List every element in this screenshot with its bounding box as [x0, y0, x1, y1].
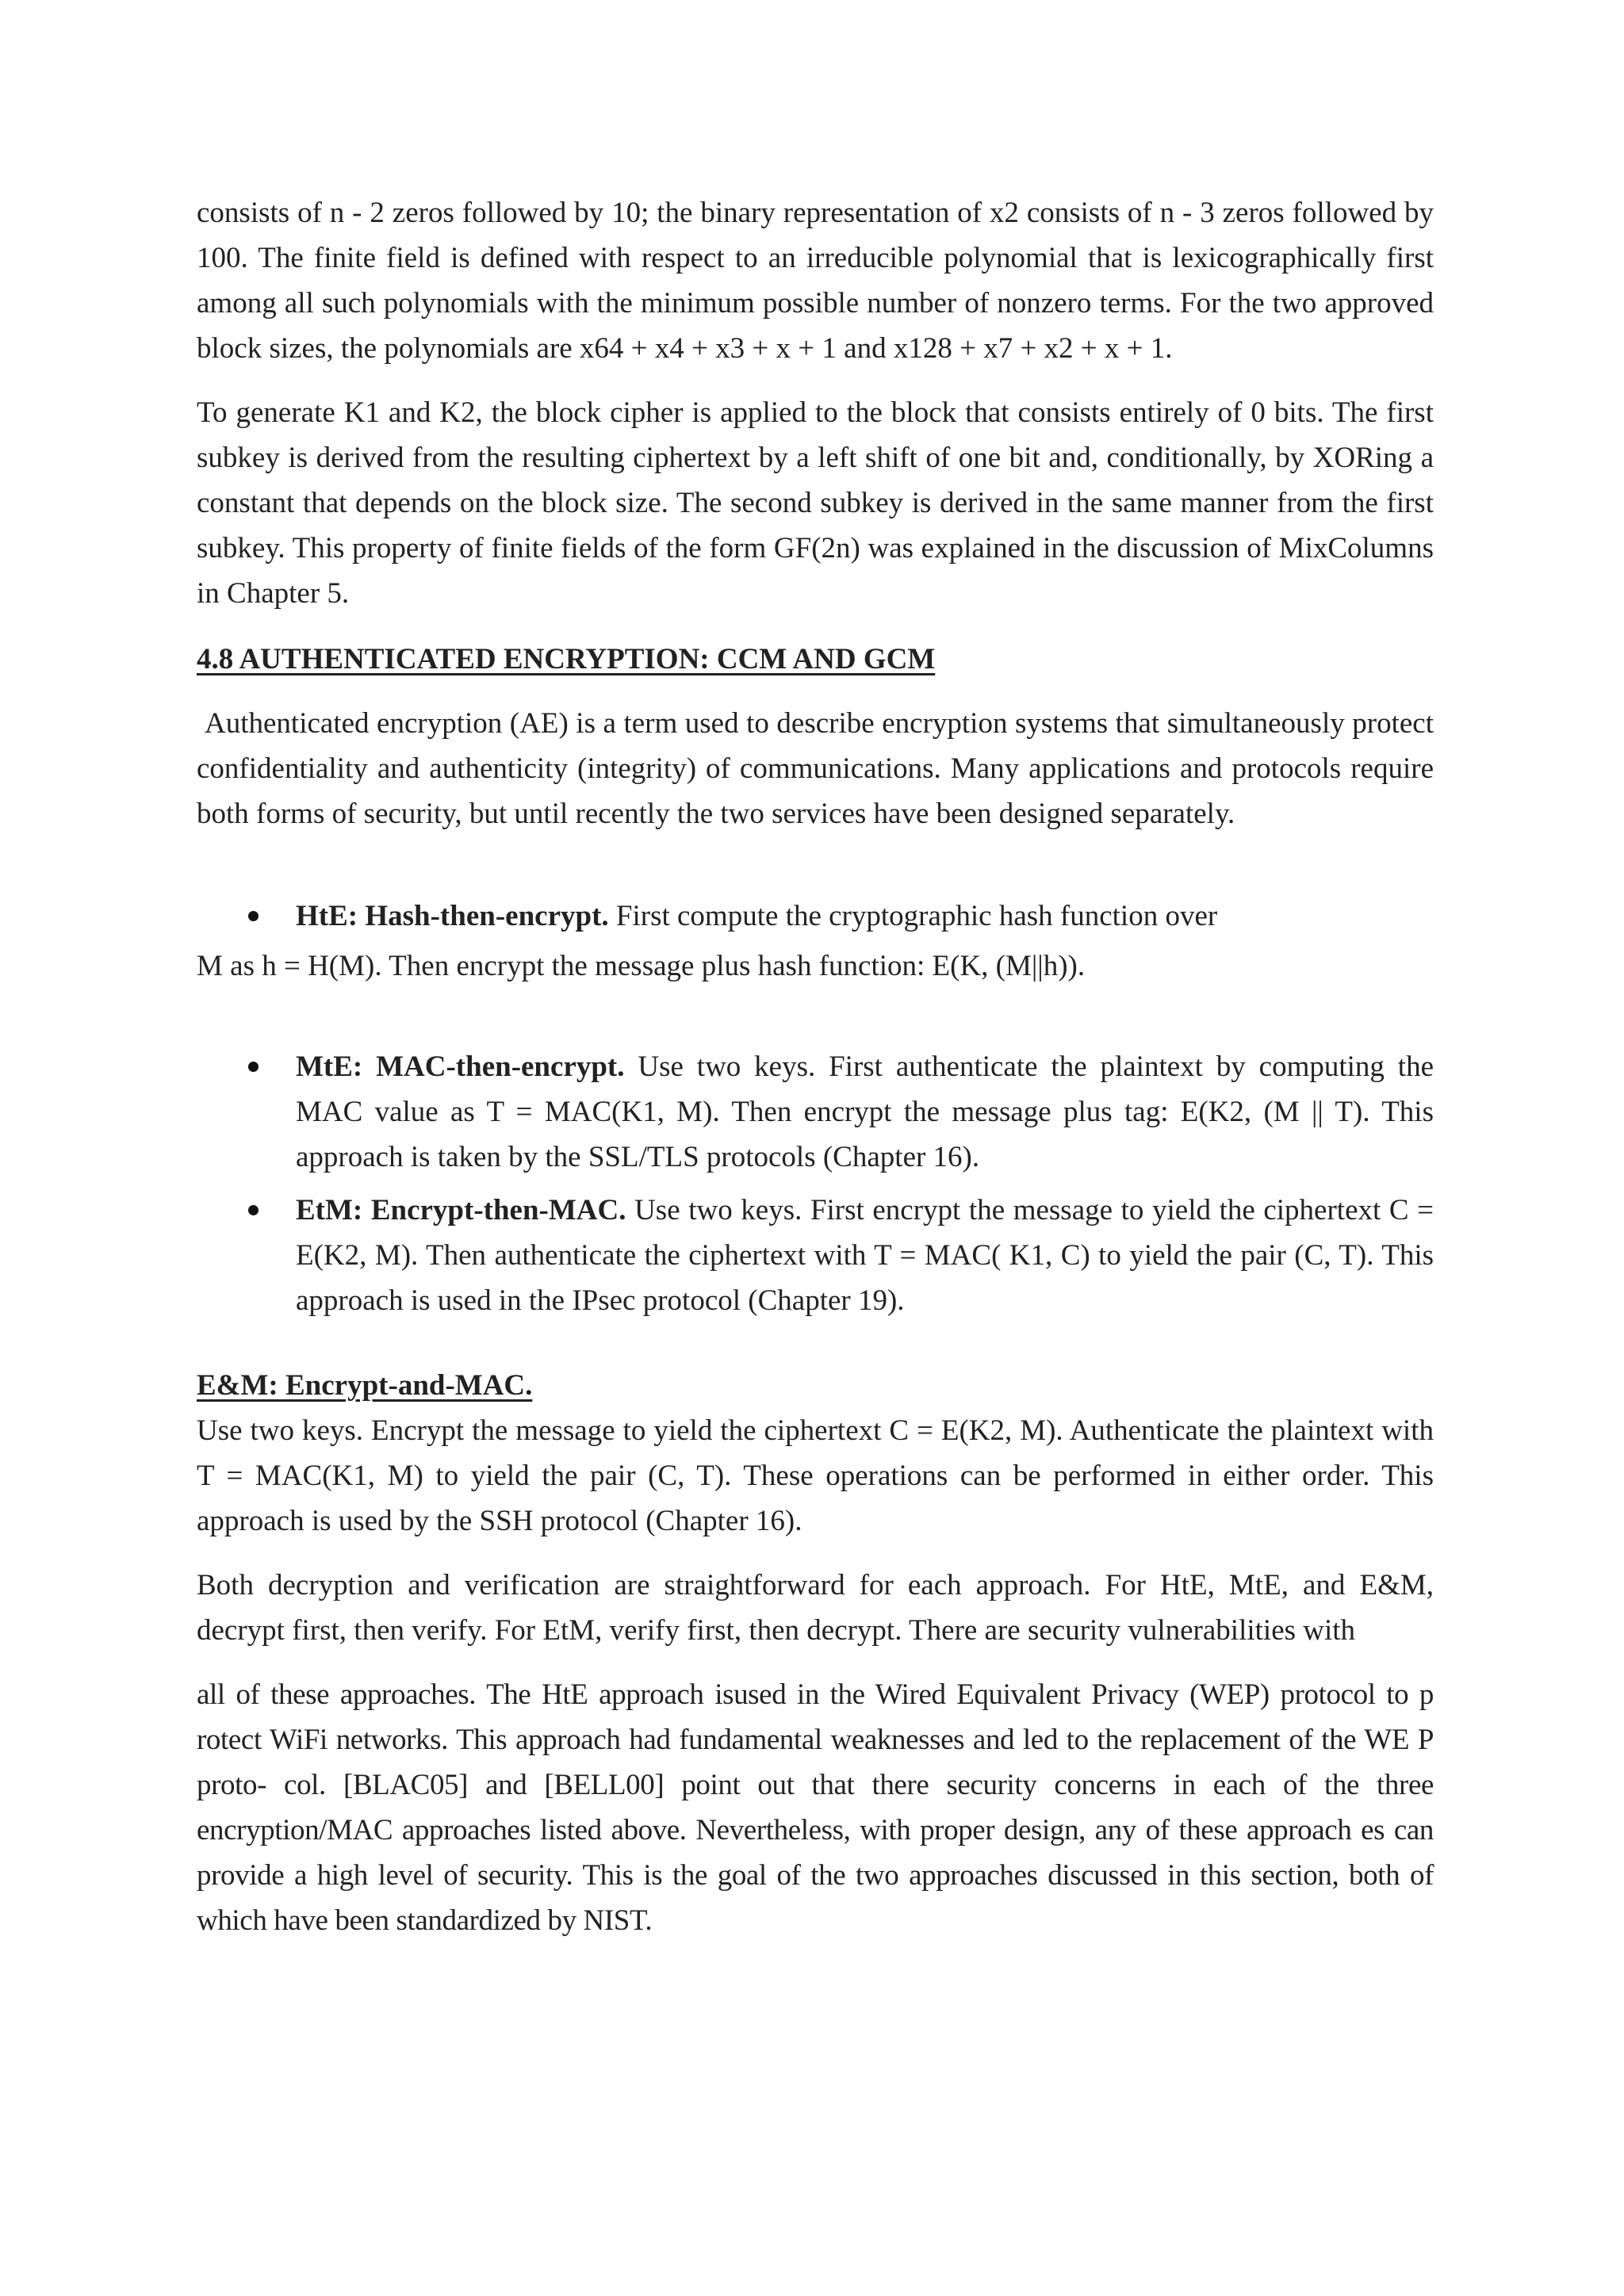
- bullet-hte: [197, 894, 1434, 989]
- bullet-text: Use two keys. First encrypt the message to yield the ciphertext C = E(K2, M). Then authenticate the ciphertext with T = MAC( K1, C) to yield the pair (C, T). This approach is used in the IPsec protocol (Chapter 19).: [296, 1194, 1434, 1317]
- bullet-text: Use two keys. First authenticate the plaintext by computing the MAC value as T = MAC(K1, M). Then encrypt the message plus tag: E(K2, (M || T). This approach is taken by the SSL/TLS protocols (Chapter 16).: [296, 1050, 1434, 1173]
- bullet-etm: [197, 1188, 1434, 1323]
- bullet-dot-icon: [248, 911, 259, 921]
- bullet-mte: [197, 1044, 1434, 1180]
- em-heading: E&M: Encrypt-and-MAC.: [197, 1369, 533, 1402]
- section-heading: 4.8 AUTHENTICATED ENCRYPTION: CCM AND GCM: [197, 643, 936, 675]
- bullet-dot-icon: [248, 1205, 259, 1215]
- paragraph-decryption-verification: Both decryption and verification are straightforward for each approach. For HtE, MtE, and E&M, decrypt first, then verify. For EtM, verify first, then decrypt. There are security vulnerabilities with: [197, 1569, 1434, 1647]
- paragraph-authenticated-encryption: Authenticated encryption (AE) is a term used to describe encryption systems that simultaneously protect confidentiality and authenticity (integrity) of communications. Many applications and protocols require both forms of security, but until recently the two services have been designed separately.: [197, 707, 1434, 830]
- paragraph-security-vulnerabilities: all of these approaches. The HtE approach isused in the Wired Equivalent Privacy (WEP) protocol to p rotect WiFi networks. This approach had fundamental weaknesses and led to the replacement of the WE P proto- col. [BLAC05] and [BELL00] point out that there security concerns in each of the three encryption/MAC approaches listed above. Nevertheless, with proper design, any of these approach es can provide a high level of security. This is the goal of the two approaches discussed in this section, both of which have been standardized by NIST.: [197, 1678, 1434, 1937]
- bullet-label: HtE: Hash-then-encrypt.: [296, 900, 609, 932]
- document-page: [197, 190, 1434, 1943]
- bullet-lead-text: First compute the cryptographic hash function over: [615, 900, 1218, 932]
- paragraph-subkey-generation: To generate K1 and K2, the block cipher is applied to the block that consists entirely of 0 bits. The first subkey is derived from the resulting ciphertext by a left shift of one bit and, conditionally, by XORing a constant that depends on the block size. The second subkey is derived in the same manner from the first subkey. This property of finite fields of the form GF(2n) was explained in the discussion of MixColumns in Chapter 5.: [197, 396, 1434, 610]
- paragraph-em-description: Use two keys. Encrypt the message to yield the ciphertext C = E(K2, M). Authenticate the plaintext with T = MAC(K1, M) to yield the pair (C, T). These operations can be performed in either order. This approach is used by the SSH protocol (Chapter 16).: [197, 1414, 1434, 1537]
- bullet-continuation-text: M as h = H(M). Then encrypt the message plus hash function: E(K, (M||h)).: [197, 950, 1086, 982]
- bullet-label: EtM: Encrypt-then-MAC.: [296, 1194, 626, 1226]
- bullet-label: MtE: MAC-then-encrypt.: [296, 1050, 625, 1083]
- paragraph-finite-field: consists of n - 2 zeros followed by 10; the binary representation of x2 consists of n - 3 zeros followed by 100. The finite field is defined with respect to an irreducible polynomial that is lexicographically first among all such polynomials with the minimum possible number of nonzero terms. For the two approved block sizes, the polynomials are x64 + x4 + x3 + x + 1 and x128 + x7 + x2 + x + 1.: [197, 197, 1434, 365]
- bullet-dot-icon: [248, 1062, 259, 1072]
